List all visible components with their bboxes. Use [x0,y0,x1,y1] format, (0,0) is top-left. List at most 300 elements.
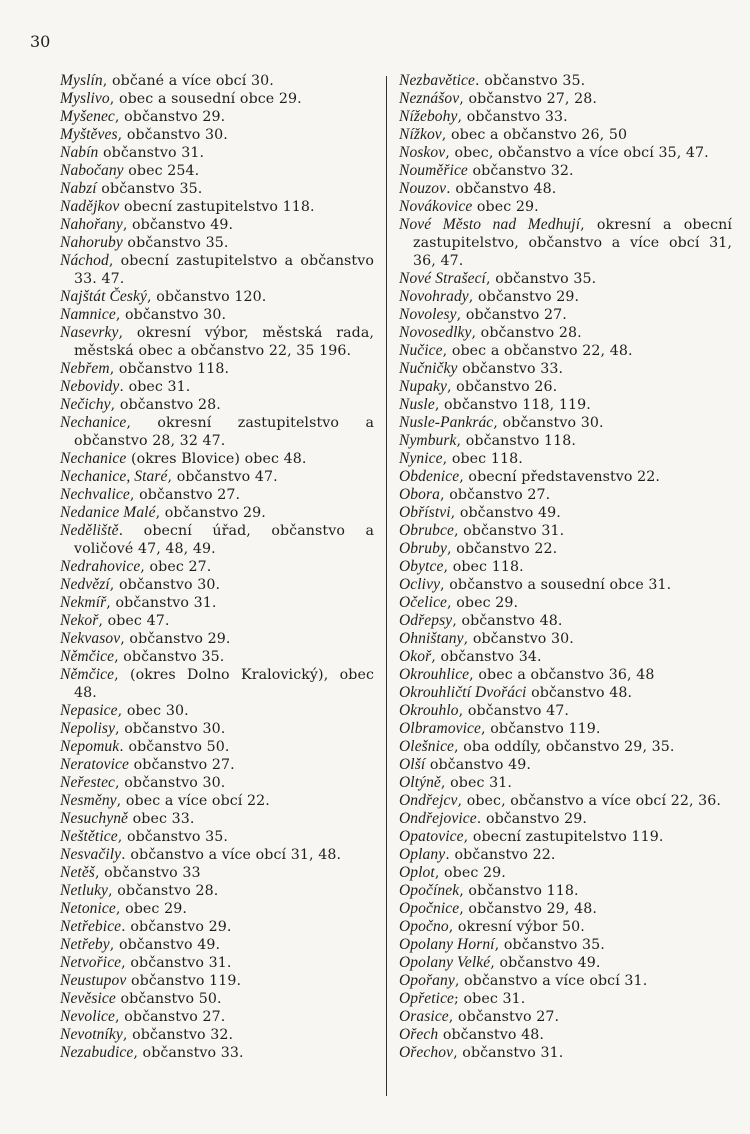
entry-details: občanstvo 32. [467,163,574,179]
entry-place-name: Myšenec [60,108,115,125]
index-entry [399,954,732,972]
entry-details: , občanstvo 30. [115,721,226,737]
entry-details: , obec 118. [442,451,523,467]
entry-place-name: Neřestec [60,774,116,791]
entry-place-name: Opolany Velké [399,954,491,971]
entry-place-name: Novosedlky [399,324,472,341]
entry-details: , občanstvo 49. [450,505,561,521]
entry-details: , občanstvo 34. [431,649,542,665]
entry-place-name: Netřebice [60,918,122,935]
entry-details: občanstvo 119. [126,973,242,989]
index-entry [60,288,374,306]
index-entry [60,774,374,792]
index-entry [399,558,732,576]
entry-place-name: Okoř [399,648,432,665]
entry-place-name: Nekvasov [60,630,121,647]
entry-place-name: Namnice [60,306,116,323]
entry-place-name: Novohrady [399,288,469,305]
index-entry [60,216,374,234]
entry-place-name: Nesuchyně [60,810,129,827]
index-entry [60,630,374,648]
entry-details: občanstvo 33. [457,361,564,377]
index-entry [399,468,732,486]
entry-details: , občanstvo 28. [108,883,219,899]
index-entry [60,486,374,504]
entry-details: , občanstvo 29. [468,289,580,305]
index-entry [60,162,374,180]
entry-place-name: Olší [399,756,426,773]
entry-details: , (okres Dolno Kralovický), obec 48. [74,667,374,701]
index-entry [399,936,732,954]
index-entry [399,918,732,936]
index-entry [399,180,732,198]
entry-place-name: Nepomuk [60,738,120,755]
entry-place-name: Opočnice [399,900,460,917]
entry-details: , občanstvo a více obcí 31. [454,973,648,989]
entry-place-name: Nížebohy [399,108,458,125]
entry-details: , obec a občanstvo 26, 50 [441,127,628,143]
entry-place-name: Neštětice [60,828,118,845]
entry-place-name: Němčice [60,666,115,683]
entry-place-name: Neznášov [399,90,460,107]
index-entry [399,342,732,360]
entry-place-name: Oclivy [399,576,441,593]
index-entry [399,324,732,342]
index-entry [399,972,732,990]
index-entry [399,432,732,450]
entry-details: , občanstvo 118. [456,433,576,449]
entry-place-name: Nusle [399,396,435,413]
entry-place-name: Neustupov [60,972,127,989]
index-entry [399,540,732,558]
entry-place-name: Nechvalice [60,486,130,503]
index-entry [60,450,374,468]
index-entry [399,288,732,306]
entry-place-name: Nedanice Malé [60,504,156,521]
index-entry [60,468,374,486]
entry-place-name: Nahořany [60,216,123,233]
index-entry [399,756,732,774]
entry-place-name: Nasevrky [60,324,119,341]
index-entry [399,576,732,594]
entry-details: občanstvo 35. [122,235,229,251]
entry-place-name: Nadějkov [60,198,120,215]
index-entry [60,864,374,882]
index-entry [60,1008,374,1026]
entry-place-name: Náchod [60,252,109,269]
entry-place-name: Nouměřice [399,162,468,179]
entry-place-name: Netonice [60,900,116,917]
entry-details: , občanstvo 27. [129,487,241,503]
entry-details: občanstvo 49. [425,757,531,773]
index-entry [399,864,732,882]
entry-details: , občanstvo 27. [115,1009,226,1025]
index-entry [399,486,732,504]
entry-details: , občanstvo 26. [446,379,558,395]
entry-place-name: Nevotníky [60,1026,123,1043]
entry-details: , obec 29. [447,595,519,611]
entry-details: , občanstvo 35. [117,829,229,845]
entry-details: , obec a více obcí 22. [116,793,270,809]
index-entry [60,972,374,990]
entry-place-name: Nové Strašecí [399,270,486,287]
entry-details: , občanstvo 30. [109,577,221,593]
entry-place-name: Opolany Horní [399,936,495,953]
entry-details: . občanstvo 29. [476,811,588,827]
entry-place-name: Olešnice [399,738,455,755]
entry-place-name: Nezabudice [60,1044,134,1061]
entry-details: občanstvo 31. [98,145,205,161]
entry-details: , obecní představenstvo 22. [459,469,661,485]
index-entry [399,450,732,468]
entry-place-name: Nepasice [60,702,118,719]
index-entry [60,792,374,810]
entry-place-name: Nupaky [399,378,447,395]
index-entry [60,234,374,252]
entry-details: , občanstvo 31. [121,955,232,971]
entry-details: , okresní zastupitelstvo a občanstvo 28, 32 47. [74,415,374,449]
entry-place-name: Netřeby [60,936,110,953]
index-entry [60,360,374,378]
index-entry [399,846,732,864]
entry-place-name: Nebovidy [60,378,120,395]
index-entry [399,162,732,180]
entry-place-name: Neratovice [60,756,130,773]
entry-details: občanstvo 48. [526,685,633,701]
entry-details: , obec 29. [115,901,187,917]
index-entry [60,576,374,594]
entry-place-name: Novákovice [399,198,473,215]
index-entry [399,720,732,738]
index-entry [399,774,732,792]
entry-place-name: Nymburk [399,432,457,449]
entry-place-name: Netvořice [60,954,122,971]
entry-details: , občanstvo 28. [471,325,582,341]
entry-place-name: Orasice [399,1008,449,1025]
entry-details: , obec 30. [117,703,189,719]
index-entry [60,648,374,666]
index-column-left [60,72,374,1062]
entry-place-name: Myslín [60,72,103,89]
entry-place-name: Nabočany [60,162,124,179]
index-entry [60,612,374,630]
index-entry [399,738,732,756]
entry-details: , občanstvo 118. [459,883,579,899]
entry-place-name: Nevolice [60,1008,116,1025]
index-entry [399,144,732,162]
index-entry [399,612,732,630]
entry-details: , obec 31. [440,775,512,791]
entry-details: , občanstvo 118. [109,361,230,377]
entry-place-name: Obytce [399,558,444,575]
entry-place-name: Nechanice [60,450,127,467]
index-entry [399,522,732,540]
entry-details: . obec 31. [119,379,191,395]
entry-place-name: Oplany [399,846,446,863]
entry-details: , občanstvo 49. [109,937,221,953]
entry-details: , obecní zastupitelstvo a občanstvo 33. 47. [74,253,374,287]
page-number: 30 [30,32,51,51]
entry-details: , občané a více obcí 30. [102,73,274,89]
entry-place-name: Oltýně [399,774,441,791]
entry-details: obec 254. [123,163,200,179]
entry-place-name: Nučice [399,342,443,359]
index-entry [399,828,732,846]
index-entry [399,504,732,522]
entry-details: ; obec 31. [454,991,526,1007]
index-entry [399,396,732,414]
entry-place-name: Nekoř [60,612,99,629]
entry-place-name: Nučničky [399,360,458,377]
entry-details: , občanstvo 49. [122,217,234,233]
index-column-right [399,72,732,1062]
entry-place-name: Nabín [60,144,99,161]
entry-place-name: Ořech [399,1026,439,1043]
entry-details: , občanstvo 47. [167,469,278,485]
index-entry [60,756,374,774]
entry-details: , občanstvo 29. [114,109,226,125]
entry-details: . občanstvo 48. [446,181,557,197]
entry-details: , obec, občanstvo a více obcí 22, 36. [457,793,722,809]
entry-place-name: Nečichy [60,396,111,413]
entry-place-name: Obrubce [399,522,454,539]
entry-place-name: Novolesy [399,306,457,323]
index-entry [399,108,732,126]
index-entry [399,900,732,918]
entry-details: , obec a občanstvo 36, 48 [469,667,655,683]
entry-details: . občanstvo a více obcí 31, 48. [121,847,342,863]
entry-details: , občanstvo 27. [448,1009,560,1025]
index-entry [60,378,374,396]
entry-place-name: Ořechov [399,1044,454,1061]
entry-place-name: Němčice [60,648,115,665]
entry-place-name: Nahoruby [60,234,123,251]
entry-details: , občanstvo 29, 48. [459,901,597,917]
entry-place-name: Nevěsice [60,990,116,1007]
entry-details: , občanstvo 29. [155,505,266,521]
entry-place-name: Opočno [399,918,449,935]
entry-details: , občanstvo a sousední obce 31. [440,577,672,593]
entry-place-name: Neděliště [60,522,119,539]
entry-place-name: Myštěves [60,126,118,143]
entry-place-name: Okrouhlo [399,702,459,719]
index-entry [60,144,374,162]
entry-place-name: Nedvězí [60,576,110,593]
entry-details: , občanstvo 35. [485,271,597,287]
index-entry [60,72,374,90]
entry-place-name: Nížkov [399,126,442,143]
index-entry [60,1026,374,1044]
index-entry [399,72,732,90]
index-entry [399,414,732,432]
index-entry [399,630,732,648]
entry-details: , občanstvo 49. [490,955,601,971]
entry-details: . občanstvo 22. [445,847,556,863]
index-entry [60,936,374,954]
index-entry [60,324,374,360]
index-entry [60,504,374,522]
index-entry [60,108,374,126]
entry-details: , oba oddíly, občanstvo 29, 35. [454,739,675,755]
entry-details: , občanstvo 35. [114,649,225,665]
index-entry [399,1026,732,1044]
index-entry [399,270,732,288]
entry-details: obec 33. [128,811,195,827]
index-entry [60,846,374,864]
entry-details: , občanstvo 119. [481,721,601,737]
index-entry [399,378,732,396]
index-entry [60,126,374,144]
entry-place-name: Opočínek [399,882,460,899]
entry-place-name: Nebřem [60,360,110,377]
index-entry [60,810,374,828]
entry-details: , občanstvo 33. [457,109,568,125]
entry-place-name: Obřístvi [399,504,451,521]
entry-details: , občanstvo 48. [452,613,563,629]
entry-place-name: Okrouhlice [399,666,470,683]
index-entry [399,684,732,702]
entry-place-name: Olbramovice [399,720,482,737]
entry-place-name: Nouzov [399,180,447,197]
index-entry [60,522,374,558]
entry-details: , obec 118. [443,559,524,575]
entry-place-name: Nesvačily [60,846,122,863]
entry-place-name: Netěš [60,864,95,881]
entry-place-name: Nedrahovice [60,558,141,575]
entry-place-name: Nové Město nad Medhují [399,216,581,233]
index-entry [60,396,374,414]
entry-place-name: Obora [399,486,440,503]
entry-place-name: Obdenice [399,468,460,485]
entry-details: , občanstvo 31. [453,1045,564,1061]
index-entry [399,648,732,666]
index-entry [399,90,732,108]
index-entry [399,792,732,810]
entry-details: , obec 47. [98,613,170,629]
entry-place-name: Noskov [399,144,446,161]
entry-details: , občanstvo 33 [94,865,201,881]
entry-details: , občanstvo 30. [117,127,228,143]
entry-details: občanstvo 48. [438,1027,544,1043]
entry-details: , občanstvo 33. [133,1045,244,1061]
index-entry [60,702,374,720]
entry-details: občanstvo 35. [96,181,203,197]
entry-details: , okresní výbor, městská rada, městská obec a občanstvo 22, 35 196. [74,325,374,359]
entry-details: , občanstvo 118, 119. [434,397,591,413]
entry-details: , občanstvo 31. [453,523,565,539]
entry-place-name: Nezbavětice [399,72,475,89]
entry-place-name: Oplot [399,864,435,881]
index-entry [399,990,732,1008]
entry-place-name: Nusle-Pankrác [399,414,494,431]
index-entry [60,180,374,198]
entry-place-name: Nekmíř [60,594,107,611]
entry-place-name: Očelice [399,594,448,611]
index-entry [60,306,374,324]
entry-details: , občanstvo 27. [456,307,567,323]
entry-place-name: Nechanice, Staré [60,468,168,485]
entry-details: , občanstvo 30. [493,415,604,431]
index-entry [399,666,732,684]
entry-details: , občanstvo 28. [110,397,221,413]
entry-details: , občanstvo 31. [106,595,217,611]
entry-place-name: Ohništany [399,630,464,647]
index-entry [399,702,732,720]
index-entry [60,198,374,216]
index-entry [60,594,374,612]
entry-details: , občanstvo 30. [115,775,226,791]
index-entry [399,198,732,216]
entry-details: , občanstvo 27, 28. [459,91,597,107]
entry-place-name: Opořany [399,972,455,989]
entry-details: , okresní a obecní zastupitelstvo, občanstvo a více obcí 31, 36, 47. [413,217,732,269]
entry-place-name: Ondřejovice [399,810,477,827]
index-entry [399,216,732,270]
column-divider [386,76,387,1096]
entry-details: , občanstvo 120. [146,289,267,305]
entry-details: , obec a sousední obce 29. [109,91,302,107]
entry-place-name: Opatovice [399,828,464,845]
entry-place-name: Nechanice [60,414,127,431]
index-entry [60,828,374,846]
entry-place-name: Nepolisy [60,720,116,737]
index-entry [60,252,374,288]
entry-details: , obec, občanstvo a více obcí 35, 47. [445,145,709,161]
entry-details: , obec 27. [140,559,212,575]
entry-details: , občanstvo 30. [463,631,574,647]
entry-details: . občanstvo 50. [119,739,230,755]
entry-details: . obecní úřad, občanstvo a voličové 47, 48, 49. [74,523,374,557]
entry-place-name: Obruby [399,540,447,557]
entry-place-name: Netluky [60,882,109,899]
index-entry [60,882,374,900]
index-entry [60,666,374,702]
entry-details: . občanstvo 29. [121,919,232,935]
entry-details: občanstvo 27. [129,757,235,773]
entry-place-name: Odřepsy [399,612,453,629]
index-entry [60,90,374,108]
entry-place-name: Ondřejcv [399,792,458,809]
entry-details: , obec 29. [434,865,506,881]
entry-details: , občanstvo 47. [458,703,569,719]
entry-place-name: Nynice [399,450,443,467]
index-entry [60,954,374,972]
entry-place-name: Myslivo [60,90,110,107]
index-entry [60,1044,374,1062]
index-entry [399,810,732,828]
index-entry [60,558,374,576]
entry-place-name: Opřetice [399,990,455,1007]
entry-details: , obecní zastupitelstvo 119. [463,829,664,845]
entry-details: , občanstvo 32. [122,1027,234,1043]
entry-details: , občanstvo 30. [115,307,227,323]
entry-details: , občanstvo 22. [446,541,558,557]
entry-details: obec 29. [472,199,539,215]
entry-place-name: Okrouhličtí Dvořáci [399,684,527,701]
index-entry [399,306,732,324]
entry-details: . občanstvo 35. [474,73,586,89]
index-entry [399,1044,732,1062]
entry-details: občanstvo 50. [115,991,222,1007]
entry-details: , okresní výbor 50. [448,919,585,935]
entry-details: , občanstvo 29. [120,631,231,647]
entry-place-name: Nabzí [60,180,97,197]
index-entry [399,882,732,900]
entry-details: , občanstvo 35. [494,937,605,953]
entry-place-name: Nesměny [60,792,117,809]
entry-details: obecní zastupitelstvo 118. [119,199,315,215]
index-entry [399,1008,732,1026]
